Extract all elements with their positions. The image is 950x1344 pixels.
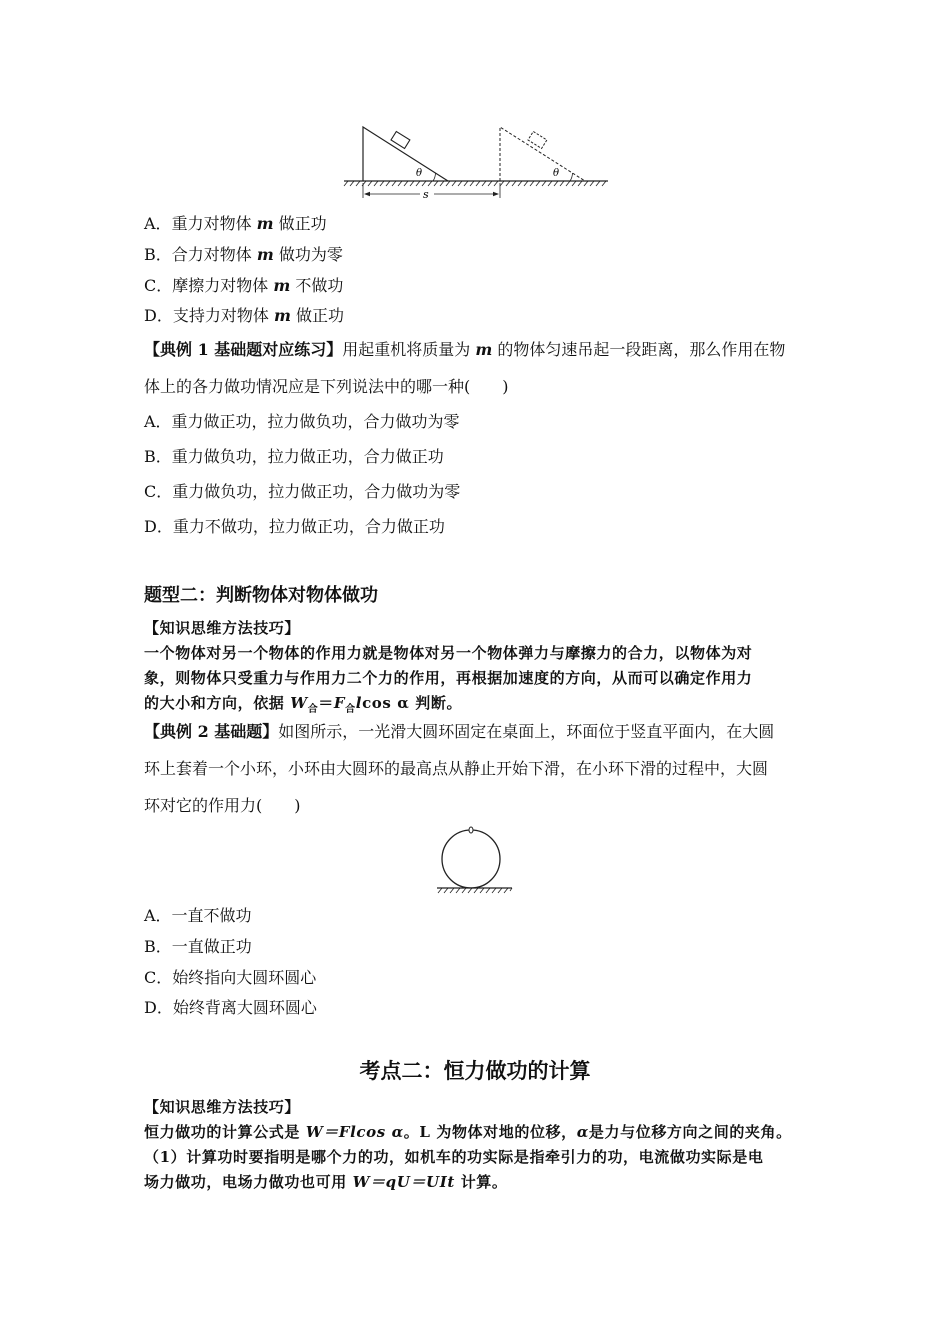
variable-m: m [256,214,274,233]
point2-line1 [144,1122,792,1142]
variable-m: m [475,340,493,359]
stem-text: 用起重机将质量为 [342,340,476,359]
option-text: 合力对物体 [171,245,257,264]
option-text: 支持力对物体 [172,306,274,325]
variable-l: l [355,694,363,712]
subscript-he: 合 [307,704,319,715]
large-ring [442,830,500,888]
q1-option-b [144,245,343,265]
practice1-stem-line1 [144,340,785,360]
example2-option-b: B．一直做正功 [144,937,252,956]
option-text: 不做功 [290,276,344,295]
practice1-option-b: B．重力做负功，拉力做正功，合力做正功 [144,447,444,466]
example2-option-a: A．一直不做功 [144,906,252,925]
practice1-stem-line2: 体上的各力做功情况应是下列说法中的哪一种( ) [144,377,509,396]
point2-heading: 考点二：恒力做功的计算 [359,1058,591,1083]
type2-tips-line1: 一个物体对另一个物体的作用力就是物体对另一个物体弹力与摩擦力的合力，以物体为对 [144,644,753,662]
practice1-option-d: D．重力不做功，拉力做正功，合力做正功 [144,517,445,536]
variable-alpha: α [576,1123,589,1141]
variable-m: m [273,306,291,325]
incline-dashed [500,127,585,181]
variable-m: m [273,276,291,295]
example2-option-d: D．始终背离大圆环圆心 [144,998,317,1017]
example2-tag: 【典例 2 基础题】 [144,722,279,741]
angle-arc-left [433,173,436,181]
option-letter: A． [144,214,172,233]
point2-tips-title: 【知识思维方法技巧】 [144,1098,301,1116]
type2-heading: 题型二：判断物体对物体做功 [144,585,378,606]
variable-F: F [333,694,346,712]
stem-text: 的物体匀速吊起一段距离，那么作用在物 [492,340,786,359]
small-ring [469,827,473,833]
option-text: 做正功 [290,306,344,325]
option-text: 做功为零 [273,245,343,264]
practice1-tag: 【典例 1 基础题对应练习】 [144,340,343,359]
equals-sign: ＝ [318,694,334,712]
option-letter: C． [144,276,173,295]
stem-text: 如图所示，一光滑大圆环固定在桌面上，环面位于竖直平面内，在大圆 [278,722,775,741]
incline-figure [340,122,612,202]
tips-text: 的大小和方向，依据 [144,694,291,712]
type2-tips-line2: 象，则物体只受重力与作用力二个力的作用，再根据加速度的方向，从而可以确定作用力 [144,669,753,687]
practice1-option-c: C．重力做负功，拉力做正功，合力做功为零 [144,482,461,501]
tips-text: 计算。 [454,1173,508,1191]
example2-stem-line1 [144,722,774,742]
ring-figure [434,826,516,896]
option-text: 摩擦力对物体 [172,276,274,295]
theta-right-label: θ [553,168,560,179]
option-letter: D． [144,306,173,325]
option-text: 做正功 [273,214,327,233]
example2-stem-line3: 环对它的作用力( ) [144,796,301,815]
type2-tips-line3 [144,693,462,720]
tips-text: cos α 判断。 [362,694,463,712]
tips-text: 是力与位移方向之间的夹角。 [588,1123,792,1141]
q1-option-c [144,276,343,296]
tips-text: 场力做功，电场力做功也可用 [144,1173,353,1191]
q1-option-d [144,306,344,326]
block-dashed [528,132,547,149]
work-formula: W＝Flcos α [305,1123,404,1141]
theta-left-label: θ [416,168,423,179]
angle-arc-right [570,173,573,181]
q1-option-a [144,214,327,234]
point2-line3 [144,1172,508,1192]
point2-line2: （1）计算功时要指明是哪个力的功，如机车的功实际是指牵引力的功，电流做功实际是电 [144,1148,764,1166]
table-hatch [438,888,512,893]
subscript-he: 合 [345,704,356,715]
ground-hatch [344,181,606,186]
tips-text: 。L 为物体对地的位移， [403,1123,577,1141]
example2-option-c: C．始终指向大圆环圆心 [144,968,317,987]
practice1-option-a: A．重力做正功，拉力做负功，合力做功为零 [144,412,460,431]
incline-solid [363,127,448,181]
option-letter: B． [144,245,172,264]
electric-work-formula: W＝qU＝UIt [352,1173,455,1191]
variable-W: W [290,694,308,712]
s-label: s [423,188,429,201]
tips-text: 恒力做功的计算公式是 [144,1123,306,1141]
example2-stem-line2: 环上套着一个小环，小环由大圆环的最高点从静止开始下滑，在小环下滑的过程中，大圆 [144,759,769,778]
variable-m: m [256,245,274,264]
option-text: 重力对物体 [171,214,257,233]
type2-tips-title: 【知识思维方法技巧】 [144,619,301,637]
